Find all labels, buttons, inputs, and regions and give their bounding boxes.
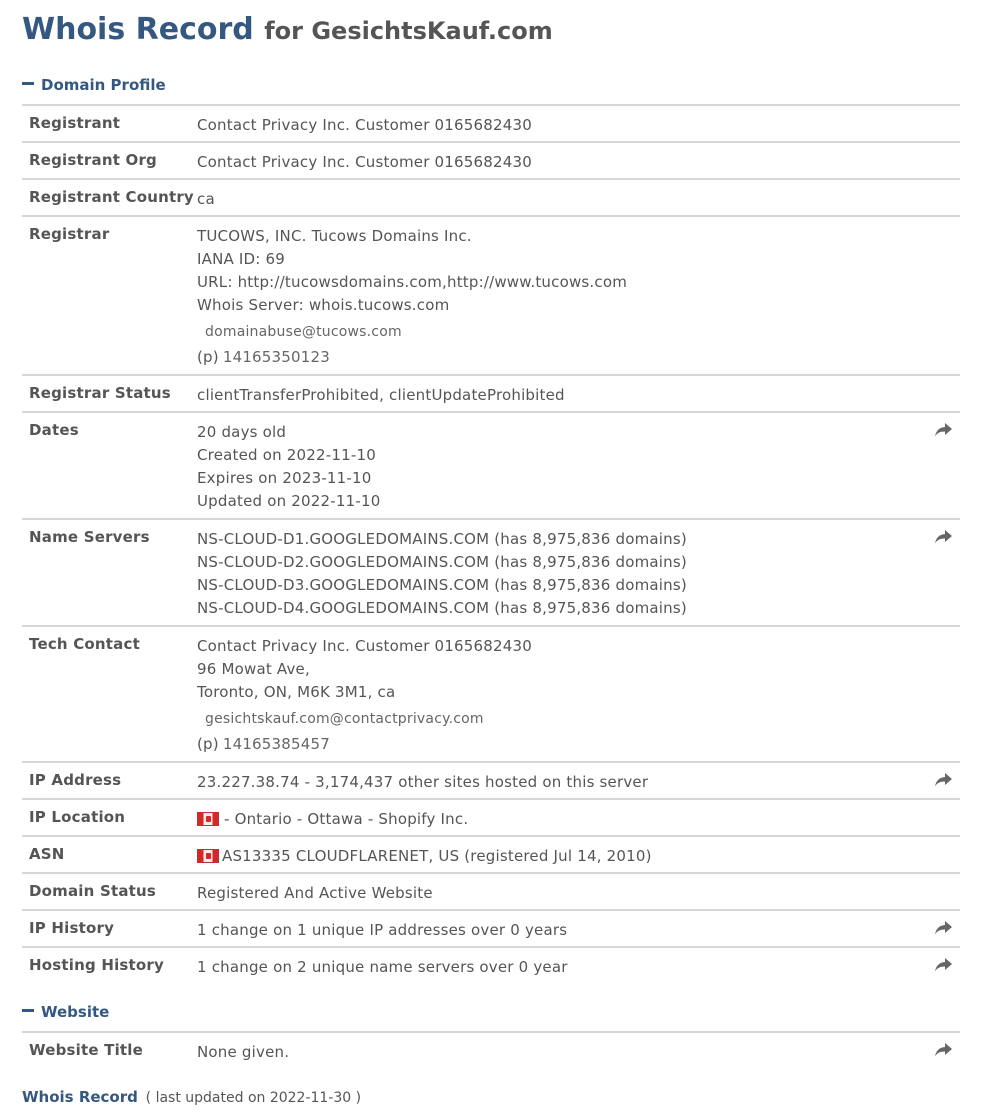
tech-contact-email: gesichtskauf.com@contactprivacy.com	[205, 711, 484, 727]
name-server: NS-CLOUD-D2.GOOGLEDOMAINS.COM (has 8,975,836 domains)	[197, 553, 687, 571]
tech-contact-city: Toronto, ON, M6K 3M1, ca	[197, 683, 396, 701]
table-row	[22, 178, 960, 215]
row-label: Domain Status	[29, 882, 157, 900]
row-label: Tech Contact	[29, 635, 140, 653]
registrar-name: TUCOWS, INC. Tucows Domains Inc.	[197, 227, 472, 245]
row-label: Registrant	[29, 114, 121, 132]
collapse-minus-icon	[22, 82, 34, 85]
phone-number: 14165350123	[222, 348, 331, 366]
share-arrow-icon[interactable]	[935, 1043, 952, 1057]
tech-contact-street: 96 Mowat Ave,	[197, 660, 310, 678]
footer	[22, 1088, 361, 1106]
row-value: None given.	[197, 1043, 290, 1061]
collapse-minus-icon	[22, 1009, 34, 1012]
tech-contact-name: Contact Privacy Inc. Customer 0165682430	[197, 637, 532, 655]
share-arrow-icon[interactable]	[935, 958, 952, 972]
name-server: NS-CLOUD-D3.GOOGLEDOMAINS.COM (has 8,975,836 domains)	[197, 576, 687, 594]
table-row-dates	[22, 411, 960, 518]
registrar-email: domainabuse@tucows.com	[205, 324, 402, 340]
row-label: IP Address	[29, 771, 122, 789]
tech-contact-phone	[197, 732, 917, 756]
row-value: Contact Privacy Inc. Customer 0165682430	[197, 116, 532, 134]
row-value: ca	[197, 190, 215, 208]
phone-prefix: (p)	[197, 348, 219, 366]
row-label: Website Title	[29, 1041, 144, 1059]
table-row	[22, 946, 960, 983]
table-row-registrar	[22, 215, 960, 374]
registrar-phone	[197, 345, 917, 369]
name-server: NS-CLOUD-D1.GOOGLEDOMAINS.COM (has 8,975,836 domains)	[197, 530, 687, 548]
table-row	[22, 104, 960, 141]
table-row-name-servers	[22, 518, 960, 625]
phone-number: 14165385457	[222, 735, 331, 753]
share-arrow-icon[interactable]	[935, 921, 952, 935]
table-row	[22, 141, 960, 178]
page-title	[22, 12, 553, 47]
table-row	[22, 909, 960, 946]
row-value: 23.227.38.74 - 3,174,437 other sites hosted on this server	[197, 773, 649, 791]
row-label: Registrar	[29, 225, 110, 243]
website-heading: Website	[41, 1003, 110, 1021]
whois-record-link[interactable]: Whois Record	[22, 1088, 138, 1106]
registrar-url: URL: http://tucowsdomains.com,http://www.tucows.com	[197, 273, 628, 291]
registrar-whois-server: Whois Server: whois.tucows.com	[197, 296, 450, 314]
row-label: IP History	[29, 919, 115, 937]
canada-flag-icon	[197, 849, 219, 863]
row-label: ASN	[29, 845, 65, 863]
domain-profile-heading: Domain Profile	[41, 76, 166, 94]
registrar-iana: IANA ID: 69	[197, 250, 286, 268]
row-value: 1 change on 2 unique name servers over 0 year	[197, 958, 568, 976]
row-value: AS13335 CLOUDFLARENET, US (registered Jul 14, 2010)	[222, 847, 652, 865]
share-arrow-icon[interactable]	[935, 423, 952, 437]
dates-expires: Expires on 2023-11-10	[197, 469, 372, 487]
table-row-tech-contact	[22, 625, 960, 761]
dates-created: Created on 2022-11-10	[197, 446, 376, 464]
row-value: Contact Privacy Inc. Customer 0165682430	[197, 153, 532, 171]
row-label: Registrant Org	[29, 151, 157, 169]
page-title-domain: for GesichtsKauf.com	[264, 17, 553, 45]
table-row	[22, 761, 960, 798]
row-label: Registrant Country	[29, 188, 194, 206]
share-arrow-icon[interactable]	[935, 530, 952, 544]
row-label: Registrar Status	[29, 384, 171, 402]
last-updated-note: ( last updated on 2022-11-30 )	[145, 1090, 362, 1106]
website-toggle[interactable]	[22, 1001, 109, 1023]
table-row	[22, 1031, 960, 1068]
row-label: IP Location	[29, 808, 126, 826]
name-server: NS-CLOUD-D4.GOOGLEDOMAINS.COM (has 8,975,836 domains)	[197, 599, 687, 617]
dates-updated: Updated on 2022-11-10	[197, 492, 381, 510]
row-label: Dates	[29, 421, 79, 439]
table-row	[22, 798, 960, 835]
row-value: 1 change on 1 unique IP addresses over 0 years	[197, 921, 568, 939]
row-label: Name Servers	[29, 528, 150, 546]
share-arrow-icon[interactable]	[935, 773, 952, 787]
canada-flag-icon	[197, 812, 219, 826]
row-value: Registered And Active Website	[197, 884, 433, 902]
row-value: clientTransferProhibited, clientUpdateProhibited	[197, 386, 565, 404]
page-title-main: Whois Record	[22, 12, 254, 47]
table-row	[22, 835, 960, 872]
domain-profile-toggle[interactable]	[22, 74, 166, 96]
phone-prefix: (p)	[197, 735, 219, 753]
table-row	[22, 374, 960, 411]
row-value: - Ontario - Ottawa - Shopify Inc.	[224, 810, 469, 828]
table-row	[22, 872, 960, 909]
dates-age: 20 days old	[197, 423, 287, 441]
row-label: Hosting History	[29, 956, 165, 974]
